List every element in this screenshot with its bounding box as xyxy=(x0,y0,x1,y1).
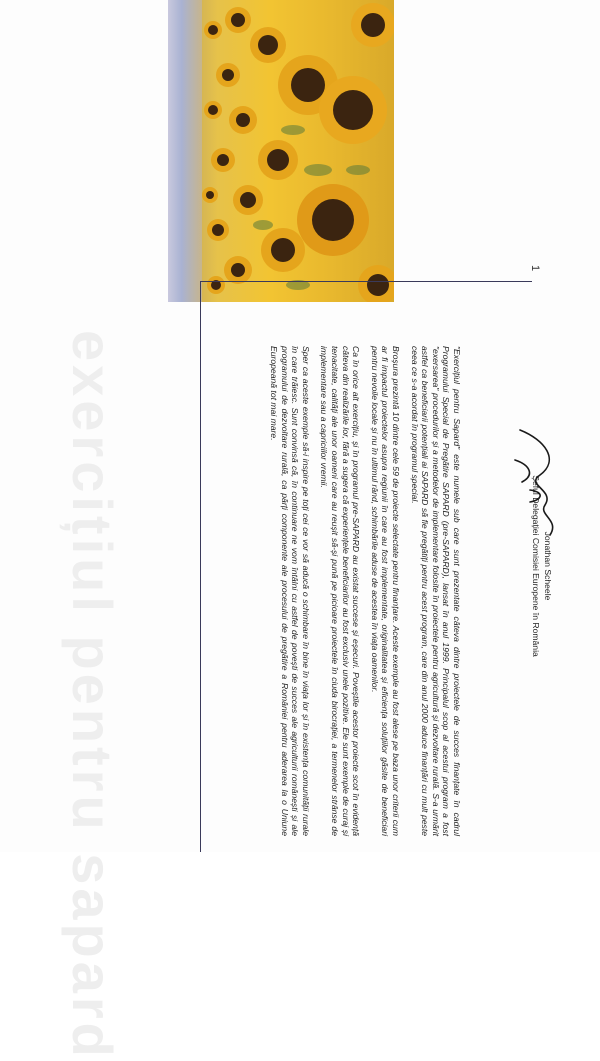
paragraph: Broșura prezintă 10 dintre cele 59 de proiecte selectate pentru finanțare. Aceste exemple au fost alese pe baza unor criterii cum ar fi impactul proiectelor asupra regiunii în care au fost implementate, originalitatea și eficiența soluțiilor găsite de beneficiari pentru nevoile locale și nu în ultimul rând, schimbările aduse de acestea în viața oamenilor. xyxy=(369,346,402,836)
sunflower-field-image xyxy=(168,0,394,302)
paragraph: "Exercițiul pentru Sapard" este numele sub care sunt prezentate câteva dintre proiectele de succes finanțate în cadrul Programului Special de Pregătire SAPARD (pre-SAPARD), lansat în anul 1999. Principalul scop al acestui program a fost "exersarea" procedurilor și a metodelor de implementare folosite în proiectele pentru agricultură și dezvoltare rurală. S-a urmărit astfel ca beneficiarii potențiali ai SAPARD să fie pregătiți pentru acest program, care din anul 2000 aduce finanțări cu mult peste ceea ce s-a acordat în programul special. xyxy=(409,346,462,836)
paragraph: Ca în orice alt exercițiu, și în programul pre-SAPARD au existat succese și eșecuri. Poveștile acestor proiecte scot în evidență câteva din realizările lor, fără a sugera că experiențele beneficiarilor au fost exclusiv unele pozitive. Ele sunt exemple de curaj și tenacitate, calități ale unor oameni care au reușit să-și pună pe picioare proiectele în ciuda birocrației, a termenelor strânse de implementare sau a capriciilor vremii. xyxy=(319,346,362,836)
page-number: 1 xyxy=(529,265,541,272)
signature-block xyxy=(530,466,554,666)
paragraph: Sper ca aceste exemple să-i inspire pe toți cei ce vor să aducă o schimbare în bine în viața lor și în existența comunității rurale în care trăiesc. Sunt convinsă că, în continuare ne vom întâlni cu astfel de povești de succes ale agriculturii românești și ale programului de dezvoltare rurală, ca părți componente ale procesului de pregătire a României pentru aderarea la o Uniune Europeană tot mai mare. xyxy=(269,346,311,836)
sunflower-photo xyxy=(168,0,394,302)
signatory-title: Șeful Delegației Comisiei Europene în România xyxy=(531,475,541,657)
vertical-rule xyxy=(200,281,201,852)
foreword-text xyxy=(261,346,463,836)
signatory-name: Jonathan Scheele xyxy=(543,531,553,601)
horizontal-rule xyxy=(200,281,532,282)
watermark: exercițiul pentru sapard xyxy=(61,330,124,1061)
